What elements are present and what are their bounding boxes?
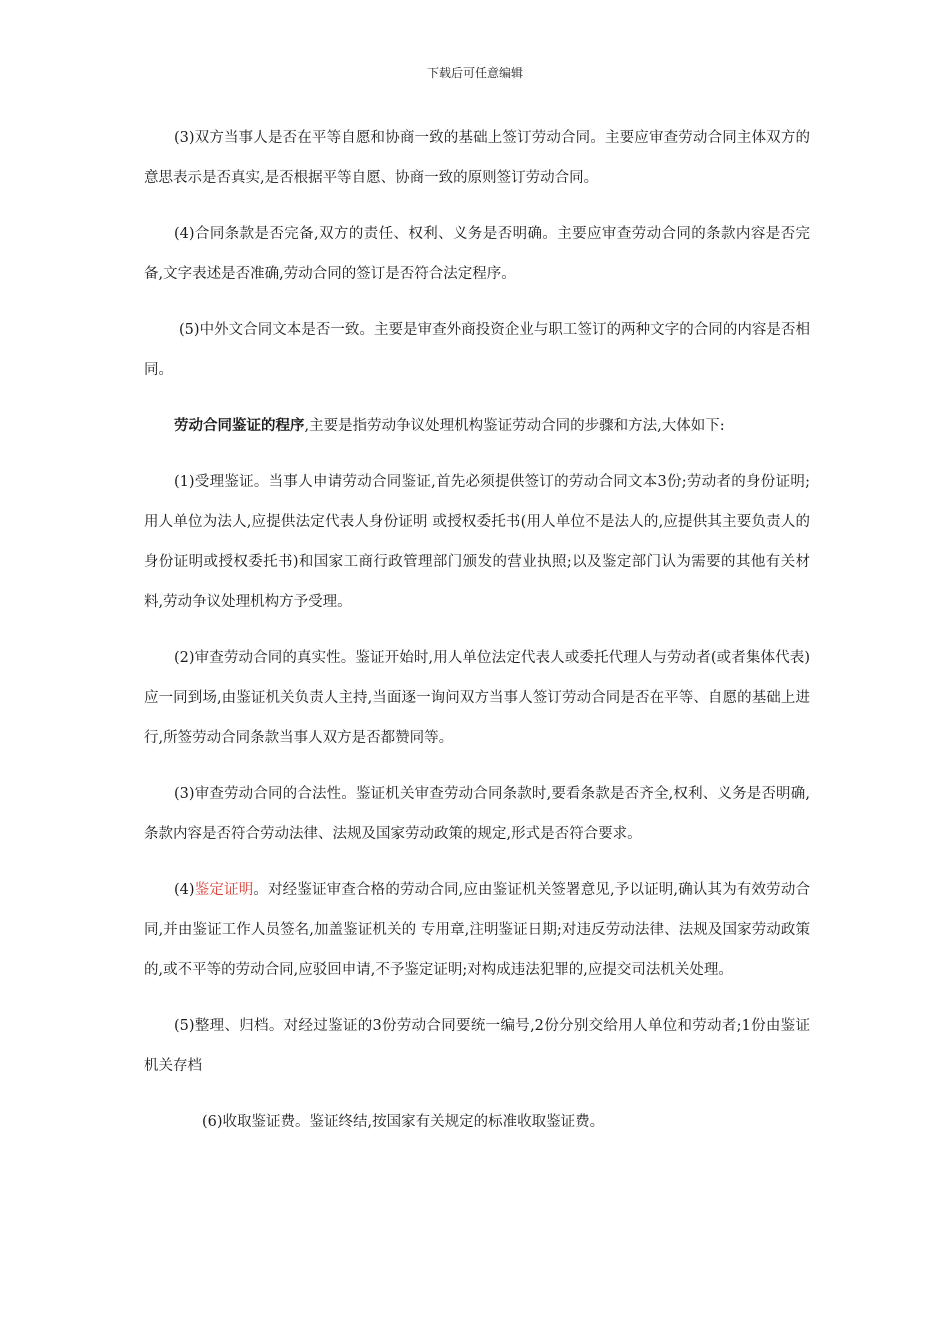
paragraph-step-1: (1)受理鉴证。当事人申请劳动合同鉴证,首先必须提供签订的劳动合同文本3份;劳动者的身份证明;用人单位为法人,应提供法定代表人身份证明 或授权委托书(用人单位不是法人的,应提供其主要负责人的身份证明或授权委托书)和国家工商行政管理部门颁发的营业执照;以及鉴定部门认为需要的其他有关材料,劳动争议处理机构方予受理。 — [144, 474, 810, 610]
paragraph-step-5: (5)整理、归档。对经过鉴证的3份劳动合同要统一编号,2份分别交给用人单位和劳动者;1份由鉴证机关存档 — [144, 1018, 810, 1074]
paragraph-step-4 — [144, 870, 810, 990]
paragraph-procedure-intro — [144, 406, 810, 446]
paragraph-step-6: (6)收取鉴证费。鉴证终结,按国家有关规定的标准收取鉴证费。 — [202, 1114, 605, 1130]
document-body — [144, 118, 810, 1158]
step-4-text: 。对经鉴证审查合格的劳动合同,应由鉴证机关签署意见,予以证明,确认其为有效劳动合同,并由鉴证工作人员签名,加盖鉴证机关的 专用章,注明鉴证日期;对违反劳动法律、法规及国家劳动政策的,或不平等的劳动合同,应驳回申请,不予鉴定证明;对构成违法犯罪的,应提交司法机关处理。 — [144, 882, 810, 978]
paragraph-review-3: (3)双方当事人是否在平等自愿和协商一致的基础上签订劳动合同。主要应审查劳动合同主体双方的意思表示是否真实,是否根据平等自愿、协商一致的原则签订劳动合同。 — [144, 130, 810, 186]
paragraph-review-5: (5)中外文合同文本是否一致。主要是审查外商投资企业与职工签订的两种文字的合同的内容是否相同。 — [144, 322, 810, 378]
paragraph-step-2: (2)审查劳动合同的真实性。鉴证开始时,用人单位法定代表人或委托代理人与劳动者(或者集体代表)应一同到场,由鉴证机关负责人主持,当面逐一询问双方当事人签订劳动合同是否在平等、自愿的基础上进行,所签劳动合同条款当事人双方是否都赞同等。 — [144, 650, 810, 746]
procedure-heading: 劳动合同鉴证的程序 — [174, 417, 305, 434]
paragraph-review-4: (4)合同条款是否完备,双方的责任、权利、义务是否明确。主要应审查劳动合同的条款内容是否完备,文字表述是否准确,劳动合同的签订是否符合法定程序。 — [144, 226, 810, 282]
page-header: 下载后可任意编辑 — [426, 66, 523, 80]
procedure-intro-text: ,主要是指劳动争议处理机构鉴证劳动合同的步骤和方法,大体如下: — [304, 418, 725, 434]
step-4-highlight: 鉴定证明 — [194, 882, 254, 898]
paragraph-step-3: (3)审查劳动合同的合法性。鉴证机关审查劳动合同条款时,要看条款是否齐全,权利、义务是否明确,条款内容是否符合劳动法律、法规及国家劳动政策的规定,形式是否符合要求。 — [144, 786, 810, 842]
step-4-number: (4) — [174, 882, 195, 898]
